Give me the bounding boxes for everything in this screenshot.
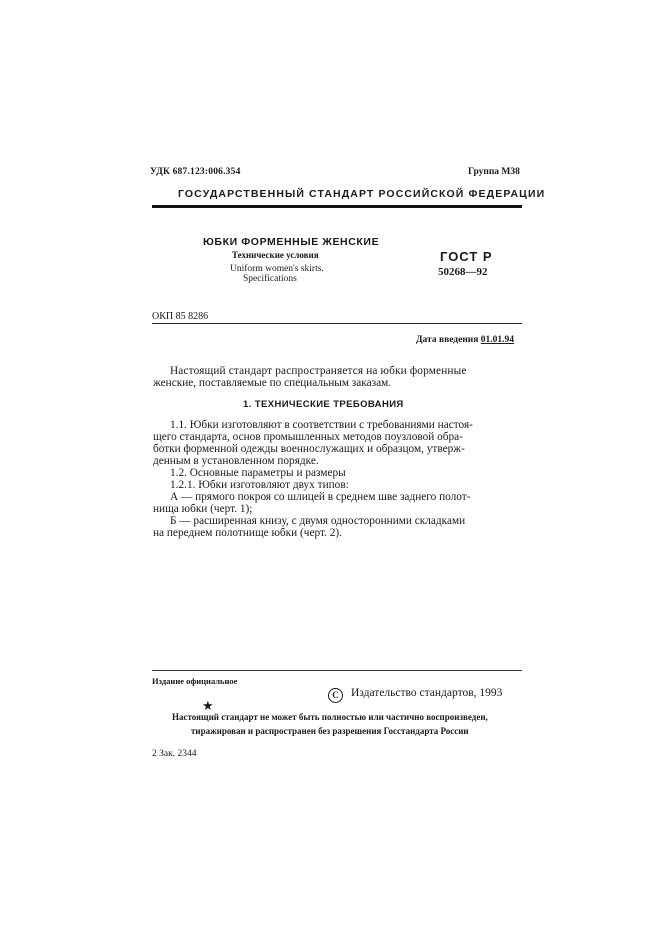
official-edition: Издание официальное <box>152 676 238 686</box>
p11-line-4: денным в установленном порядке. <box>153 455 319 467</box>
reproduction-notice-line-1: Настоящий стандарт не может быть полностью или частично воспроизведен, <box>172 712 488 722</box>
star-icon: ★ <box>202 698 214 713</box>
copyright-line <box>328 687 502 703</box>
p121-line: 1.2.1. Юбки изготовляют двух типов: <box>170 479 349 491</box>
order-number: 2 Зак. 2344 <box>152 749 197 759</box>
group-code: Группа М38 <box>468 167 520 177</box>
udk-code: УДК 687.123:006.354 <box>150 167 241 177</box>
okp-rule <box>152 323 522 324</box>
gost-label: ГОСТ Р <box>440 249 493 264</box>
document-subtitle-ru: Технические условия <box>232 250 319 260</box>
section-heading: 1. ТЕХНИЧЕСКИЕ ТРЕБОВАНИЯ <box>243 399 404 410</box>
introduction-date-label: Дата введения <box>416 335 479 345</box>
gost-number: 50268—92 <box>438 266 488 278</box>
footer-rule <box>152 670 522 671</box>
p12-line: 1.2. Основные параметры и размеры <box>170 467 346 479</box>
document-subtitle-en: Specifications <box>243 274 297 284</box>
copyright-text: Издательство стандартов, 1993 <box>351 687 503 699</box>
introduction-date-value: 01.01.94 <box>480 335 515 345</box>
okp-code: ОКП 85 8286 <box>152 311 209 322</box>
p11-line-1: 1.1. Юбки изготовляют в соответствии с требованиями настоя- <box>170 419 473 431</box>
introduction-date <box>416 335 514 345</box>
copyright-icon: С <box>328 688 343 703</box>
type-b-line-2: на переднем полотнище юбки (черт. 2). <box>153 527 342 539</box>
intro-line-1: Настоящий стандарт распространяется на юбки форменные <box>170 365 467 377</box>
state-standard-heading: ГОСУДАРСТВЕННЫЙ СТАНДАРТ РОССИЙСКОЙ ФЕДЕРАЦИИ <box>178 188 546 200</box>
document-title-ru: ЮБКИ ФОРМЕННЫЕ ЖЕНСКИЕ <box>203 236 380 248</box>
intro-line-2: женские, поставляемые по специальным заказам. <box>153 377 392 389</box>
type-b-line-1: Б — расширенная книзу, с двумя односторонними складками <box>170 515 466 527</box>
type-a-line-1: А — прямого покроя со шлицей в среднем шве заднего полот- <box>170 491 471 503</box>
document-title-en: Uniform women's skirts. <box>230 264 324 274</box>
reproduction-notice-line-2: тиражирован и распространен без разрешения Госстандарта России <box>191 726 469 736</box>
p11-line-2: щего стандарта, основ промышленных методов поузловой обра- <box>153 431 463 443</box>
p11-line-3: ботки форменной одежды военнослужащих и образцом, утверж- <box>153 443 465 455</box>
header-rule <box>152 205 522 208</box>
type-a-line-2: нища юбки (черт. 1); <box>153 503 253 515</box>
